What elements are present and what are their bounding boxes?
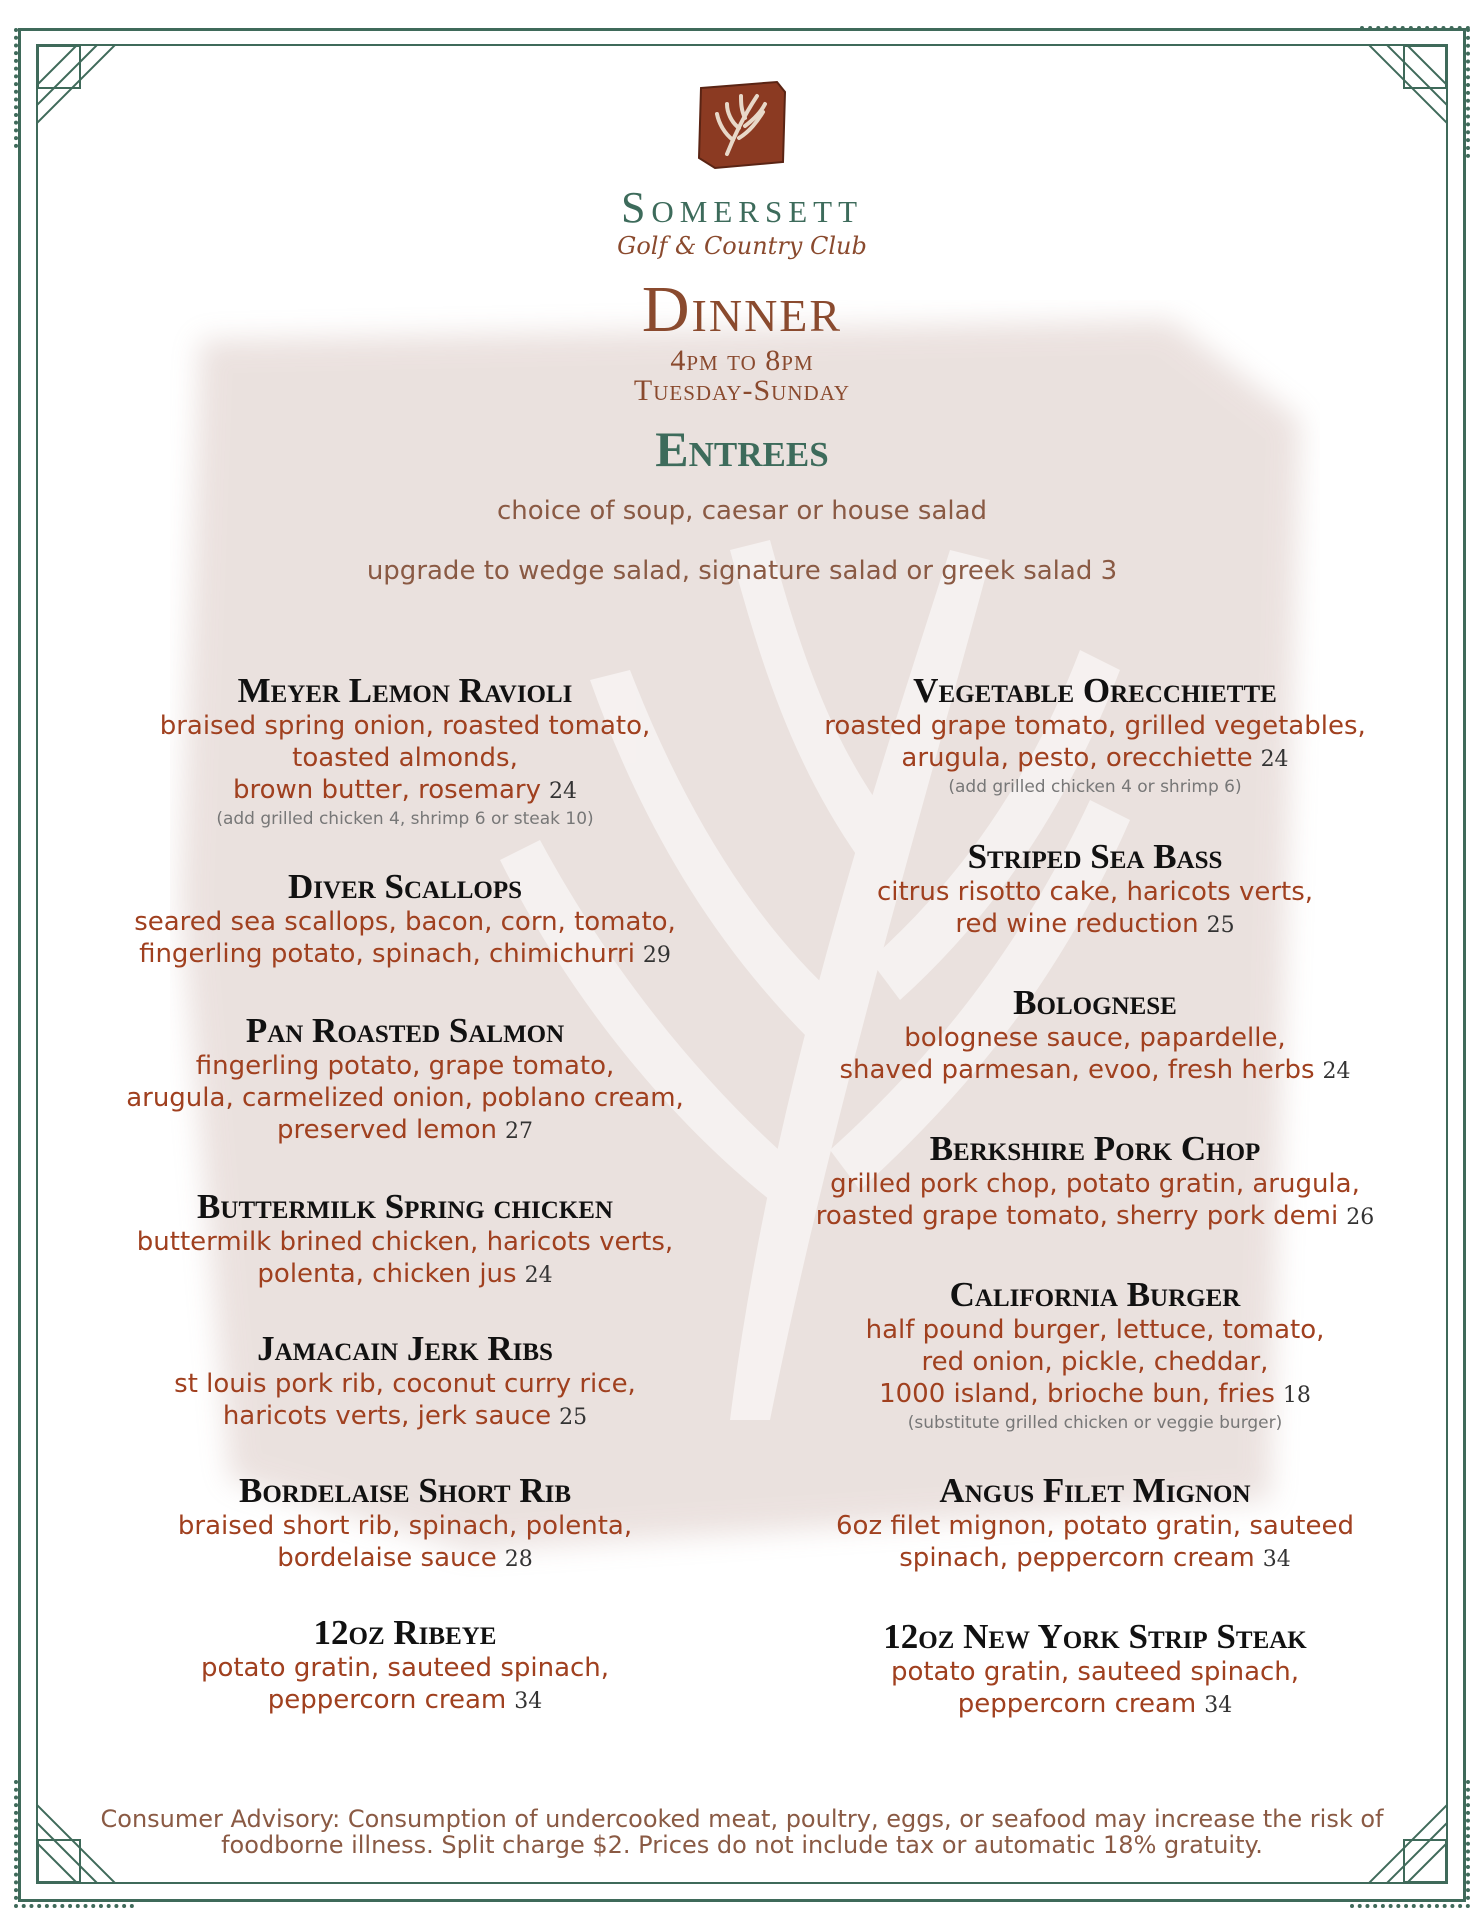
menu-item — [55, 672, 755, 830]
item-desc-line: braised short rib, spinach, polenta, — [177, 1511, 633, 1541]
dotted-border-right-bottom — [1466, 1780, 1470, 1900]
menu-item — [55, 1012, 755, 1148]
service-hours: 4pm to 8pm — [670, 344, 814, 377]
item-price: 27 — [504, 1119, 533, 1144]
item-description — [745, 1314, 1445, 1412]
item-name: Berkshire Pork Chop — [929, 1129, 1261, 1168]
item-price: 29 — [642, 943, 671, 968]
item-desc-line: peppercorn cream — [957, 1689, 1197, 1719]
item-description — [745, 1168, 1445, 1234]
menu-item — [55, 868, 755, 972]
club-logo-tile — [695, 78, 787, 170]
item-description — [745, 876, 1445, 942]
item-desc-line: toasted almonds, — [292, 743, 518, 773]
item-desc-line: half pound burger, lettuce, tomato, — [865, 1315, 1325, 1345]
item-description — [745, 1022, 1445, 1088]
item-price: 34 — [1262, 1547, 1291, 1572]
consumer-advisory: Consumer Advisory: Consumption of undercooked meat, poultry, eggs, or seafood may increase the risk of foodborne illness. Split charge $2. Prices do not include tax or automatic 18% gratuity. — [100, 1805, 1384, 1859]
item-price: 24 — [1322, 1059, 1351, 1084]
item-description — [745, 1656, 1445, 1722]
item-name: 12oz New York Strip Steak — [883, 1617, 1307, 1656]
dotted-border-right — [1466, 28, 1470, 158]
corner-ornament-top-left — [36, 44, 116, 124]
item-price: 34 — [1204, 1693, 1233, 1718]
club-subtitle: Golf & Country Club — [617, 232, 867, 260]
dotted-border-bottom-left — [14, 1904, 134, 1908]
item-description — [55, 1368, 755, 1434]
menu-item — [745, 672, 1445, 798]
item-name: Pan Roasted Salmon — [245, 1011, 565, 1050]
item-price: 24 — [1260, 747, 1289, 772]
section-title: Entrees — [655, 421, 829, 477]
item-description — [55, 710, 755, 808]
item-name: California Burger — [949, 1275, 1241, 1314]
item-price: 25 — [559, 1405, 588, 1430]
item-description — [55, 906, 755, 972]
item-desc-line: roasted grape tomato, grilled vegetables, — [824, 711, 1366, 741]
item-name: Vegetable Orecchiette — [913, 671, 1277, 710]
menu-item — [745, 1130, 1445, 1234]
item-desc-line: potato gratin, sauteed spinach, — [200, 1653, 610, 1683]
item-note: (add grilled chicken 4 or shrimp 6) — [948, 777, 1242, 797]
menu-item — [55, 1614, 755, 1718]
corner-ornament-top-right — [1368, 44, 1448, 124]
item-desc-line: seared sea scallops, bacon, corn, tomato, — [134, 907, 676, 937]
menu-item — [745, 984, 1445, 1088]
menu-item — [745, 1472, 1445, 1576]
item-description — [55, 1652, 755, 1718]
item-note: (substitute grilled chicken or veggie burger) — [907, 1413, 1283, 1433]
salad-choice-note: choice of soup, caesar or house salad — [496, 496, 988, 526]
item-price: 34 — [514, 1689, 543, 1714]
item-description — [745, 710, 1445, 776]
item-desc-line: brown butter, rosemary — [232, 775, 542, 805]
menu-item — [745, 838, 1445, 942]
item-desc-line: 1000 island, brioche bun, fries — [879, 1379, 1275, 1409]
item-name: Bordelaise Short Rib — [239, 1471, 571, 1510]
item-desc-line: braised spring onion, roasted tomato, — [159, 711, 651, 741]
item-name: Buttermilk Spring chicken — [197, 1187, 613, 1226]
item-desc-line: red onion, pickle, cheddar, — [921, 1347, 1269, 1377]
item-price: 18 — [1282, 1383, 1311, 1408]
item-name: 12oz Ribeye — [313, 1613, 497, 1652]
menu-item — [55, 1188, 755, 1292]
item-desc-line: roasted grape tomato, sherry pork demi — [815, 1201, 1339, 1231]
item-price: 24 — [549, 779, 578, 804]
item-desc-line: peppercorn cream — [267, 1685, 507, 1715]
menu-title: Dinner — [641, 273, 843, 346]
menu-item — [745, 1276, 1445, 1434]
club-name: Somersett — [620, 183, 864, 232]
menu-item — [55, 1472, 755, 1576]
item-desc-line: red wine reduction — [955, 909, 1199, 939]
item-description — [745, 1510, 1445, 1576]
item-price: 24 — [524, 1263, 553, 1288]
item-desc-line: bolognese sauce, papardelle, — [904, 1023, 1286, 1053]
item-desc-line: bordelaise sauce — [277, 1543, 497, 1573]
item-name: Striped Sea Bass — [967, 837, 1223, 876]
item-description — [55, 1050, 755, 1148]
item-description — [55, 1510, 755, 1576]
item-desc-line: citrus risotto cake, haricots verts, — [876, 877, 1314, 907]
item-desc-line: st louis pork rib, coconut curry rice, — [174, 1369, 636, 1399]
item-desc-line: 6oz filet mignon, potato gratin, sauteed — [836, 1511, 1354, 1541]
menu-item — [55, 1330, 755, 1434]
item-name: Bolognese — [1013, 983, 1177, 1022]
salad-upgrade-note: upgrade to wedge salad, signature salad or greek salad 3 — [366, 556, 1118, 586]
item-price: 25 — [1206, 913, 1235, 938]
item-desc-line: polenta, chicken jus — [257, 1259, 517, 1289]
item-desc-line: buttermilk brined chicken, haricots verts, — [136, 1227, 674, 1257]
item-desc-line: fingerling potato, spinach, chimichurri — [139, 939, 635, 969]
item-price: 26 — [1346, 1205, 1375, 1230]
item-note: (add grilled chicken 4, shrimp 6 or steak 10) — [216, 809, 594, 829]
item-desc-line: shaved parmesan, evoo, fresh herbs — [839, 1055, 1315, 1085]
item-desc-line: fingerling potato, grape tomato, — [195, 1051, 615, 1081]
item-name: Jamacain Jerk Ribs — [257, 1329, 553, 1368]
item-name: Meyer Lemon Ravioli — [237, 671, 573, 710]
item-desc-line: arugula, carmelized onion, poblano cream, — [126, 1083, 684, 1113]
item-desc-line: haricots verts, jerk sauce — [222, 1401, 552, 1431]
item-desc-line: preserved lemon — [277, 1115, 497, 1145]
item-name: Angus Filet Mignon — [939, 1471, 1251, 1510]
service-days: Tuesday-Sunday — [633, 374, 851, 407]
menu-item — [745, 1618, 1445, 1722]
item-name: Diver Scallops — [287, 867, 523, 906]
item-desc-line: spinach, peppercorn cream — [899, 1543, 1255, 1573]
item-price: 28 — [504, 1547, 533, 1572]
item-description — [55, 1226, 755, 1292]
item-desc-line: arugula, pesto, orecchiette — [901, 743, 1253, 773]
item-desc-line: grilled pork chop, potato gratin, arugula, — [830, 1169, 1360, 1199]
item-desc-line: potato gratin, sauteed spinach, — [890, 1657, 1300, 1687]
dotted-border-bottom-right — [1350, 1904, 1470, 1908]
